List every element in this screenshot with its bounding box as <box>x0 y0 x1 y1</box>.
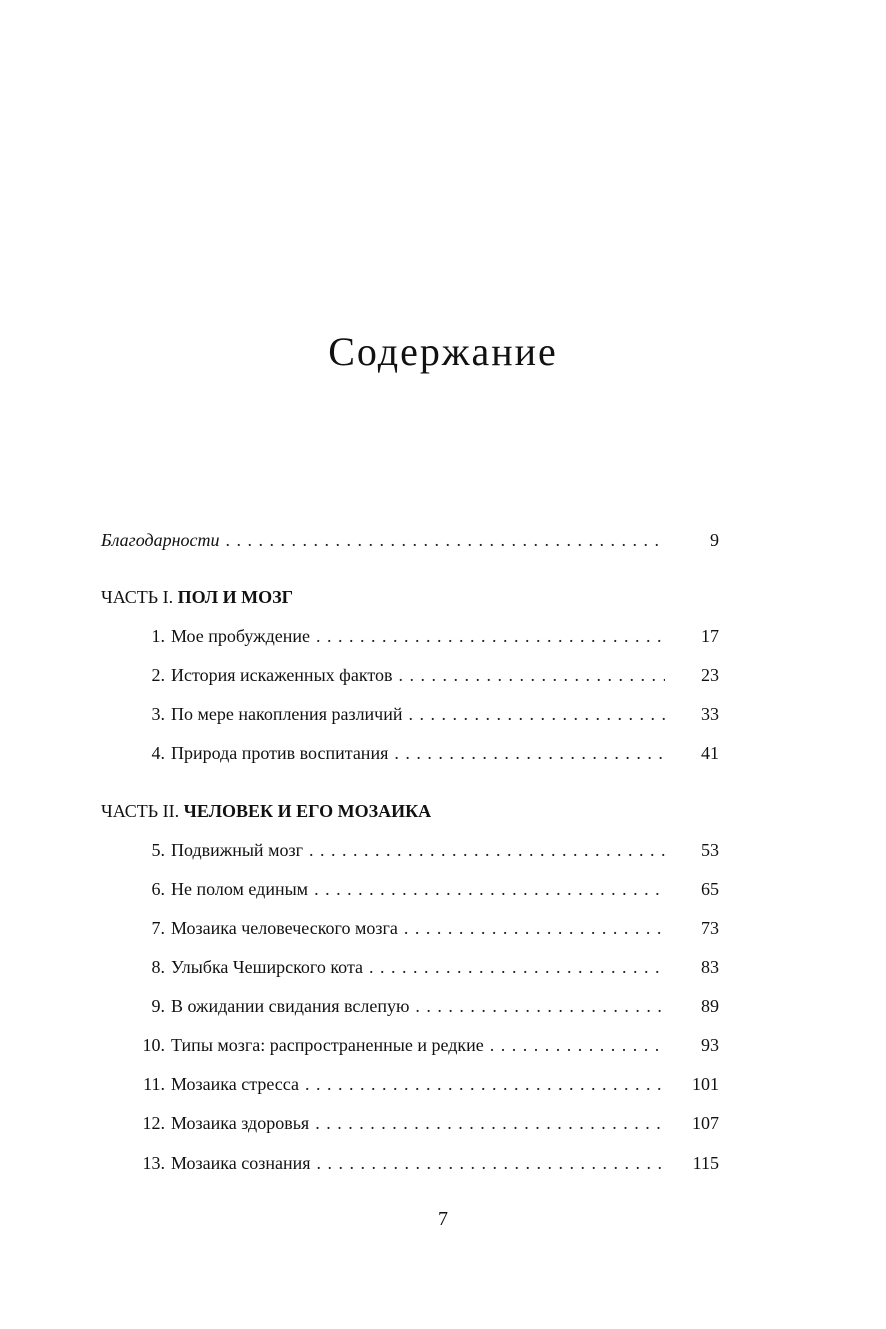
toc-entry-page: 65 <box>701 879 719 899</box>
toc-entry[interactable] <box>135 663 719 687</box>
toc-entry-number: 10. <box>142 1035 165 1055</box>
dot-leader <box>394 741 665 765</box>
toc-entry-label: В ожидании свидания вслепую <box>171 996 410 1016</box>
toc-entry-number: 12. <box>142 1113 165 1133</box>
toc-entry-acknowledgements[interactable] <box>101 528 719 552</box>
part-heading-2 <box>101 799 431 823</box>
dot-leader <box>490 1033 665 1057</box>
toc-entry-number: 7. <box>151 918 165 938</box>
page-title: Содержание <box>328 329 558 374</box>
toc-entry[interactable] <box>135 741 719 765</box>
toc-entry-page: 89 <box>701 996 719 1016</box>
toc-entry-page: 33 <box>701 704 719 724</box>
toc-entry-label: Мое пробуждение <box>171 626 310 646</box>
toc-entry-number: 11. <box>143 1074 165 1094</box>
toc-entry[interactable] <box>135 955 719 979</box>
toc-entry-number: 6. <box>151 879 165 899</box>
toc-entry-page: 23 <box>701 665 719 685</box>
toc-entry[interactable] <box>135 1111 719 1135</box>
toc-entry-page: 93 <box>701 1035 719 1055</box>
toc-entry-label: Природа против воспитания <box>171 743 389 763</box>
toc-entry-label: Не полом единым <box>171 879 309 899</box>
part-prefix: ЧАСТЬ I. <box>101 587 174 607</box>
toc-entry-page: 9 <box>710 530 719 550</box>
toc-entry-number: 1. <box>151 626 165 646</box>
toc-entry-label: Подвижный мозг <box>171 840 303 860</box>
toc-entry[interactable] <box>135 877 719 901</box>
toc-entry[interactable] <box>135 838 719 862</box>
dot-leader <box>315 1111 665 1135</box>
toc-entry[interactable] <box>135 702 719 726</box>
part-name: ЧЕЛОВЕК И ЕГО МОЗАИКА <box>183 801 432 821</box>
toc-entry-label: Улыбка Чеширского кота <box>171 957 364 977</box>
dot-leader <box>226 528 666 552</box>
toc-entry-page: 115 <box>692 1153 719 1173</box>
toc-entry-label: История искаженных фактов <box>171 665 393 685</box>
toc-entry-number: 3. <box>151 704 165 724</box>
dot-leader <box>314 877 665 901</box>
part-heading-1 <box>101 585 293 609</box>
toc-entry-number: 13. <box>142 1153 165 1173</box>
toc-entry-page: 53 <box>701 840 719 860</box>
toc-entry-number: 2. <box>151 665 165 685</box>
toc-entry-label: По мере накопления различий <box>171 704 403 724</box>
toc-entry-page: 107 <box>692 1113 719 1133</box>
part-prefix: ЧАСТЬ II. <box>101 801 180 821</box>
dot-leader <box>369 955 665 979</box>
dot-leader <box>415 994 665 1018</box>
toc-entry-number: 9. <box>151 996 165 1016</box>
toc-entry[interactable] <box>135 1033 719 1057</box>
toc-entry-label: Типы мозга: распространенные и редкие <box>171 1035 484 1055</box>
dot-leader <box>309 838 665 862</box>
toc-entry[interactable] <box>135 1072 719 1096</box>
toc-entry[interactable] <box>135 994 719 1018</box>
toc-entry-page: 73 <box>701 918 719 938</box>
toc-entry-label: Мозаика человеческого мозга <box>171 918 398 938</box>
dot-leader <box>398 663 665 687</box>
toc-entry-number: 4. <box>151 743 165 763</box>
page-number: 7 <box>438 1208 448 1230</box>
toc-entry[interactable] <box>135 624 719 648</box>
dot-leader <box>317 1151 665 1175</box>
toc-entry-page: 41 <box>701 743 719 763</box>
toc-entry-page: 101 <box>692 1074 719 1094</box>
dot-leader <box>409 702 665 726</box>
part-name: ПОЛ И МОЗГ <box>177 587 294 607</box>
dot-leader <box>316 624 665 648</box>
toc-entry-label: Мозаика стресса <box>171 1074 299 1094</box>
toc-entry-label: Благодарности <box>101 530 220 550</box>
toc-entry-page: 17 <box>701 626 719 646</box>
toc-entry[interactable] <box>135 1151 719 1175</box>
toc-entry-label: Мозаика здоровья <box>171 1113 310 1133</box>
toc-entry-page: 83 <box>701 957 719 977</box>
toc-entry-label: Мозаика сознания <box>171 1153 311 1173</box>
toc-entry[interactable] <box>135 916 719 940</box>
dot-leader <box>404 916 665 940</box>
dot-leader <box>305 1072 665 1096</box>
toc-entry-number: 5. <box>151 840 165 860</box>
toc-entry-number: 8. <box>151 957 165 977</box>
